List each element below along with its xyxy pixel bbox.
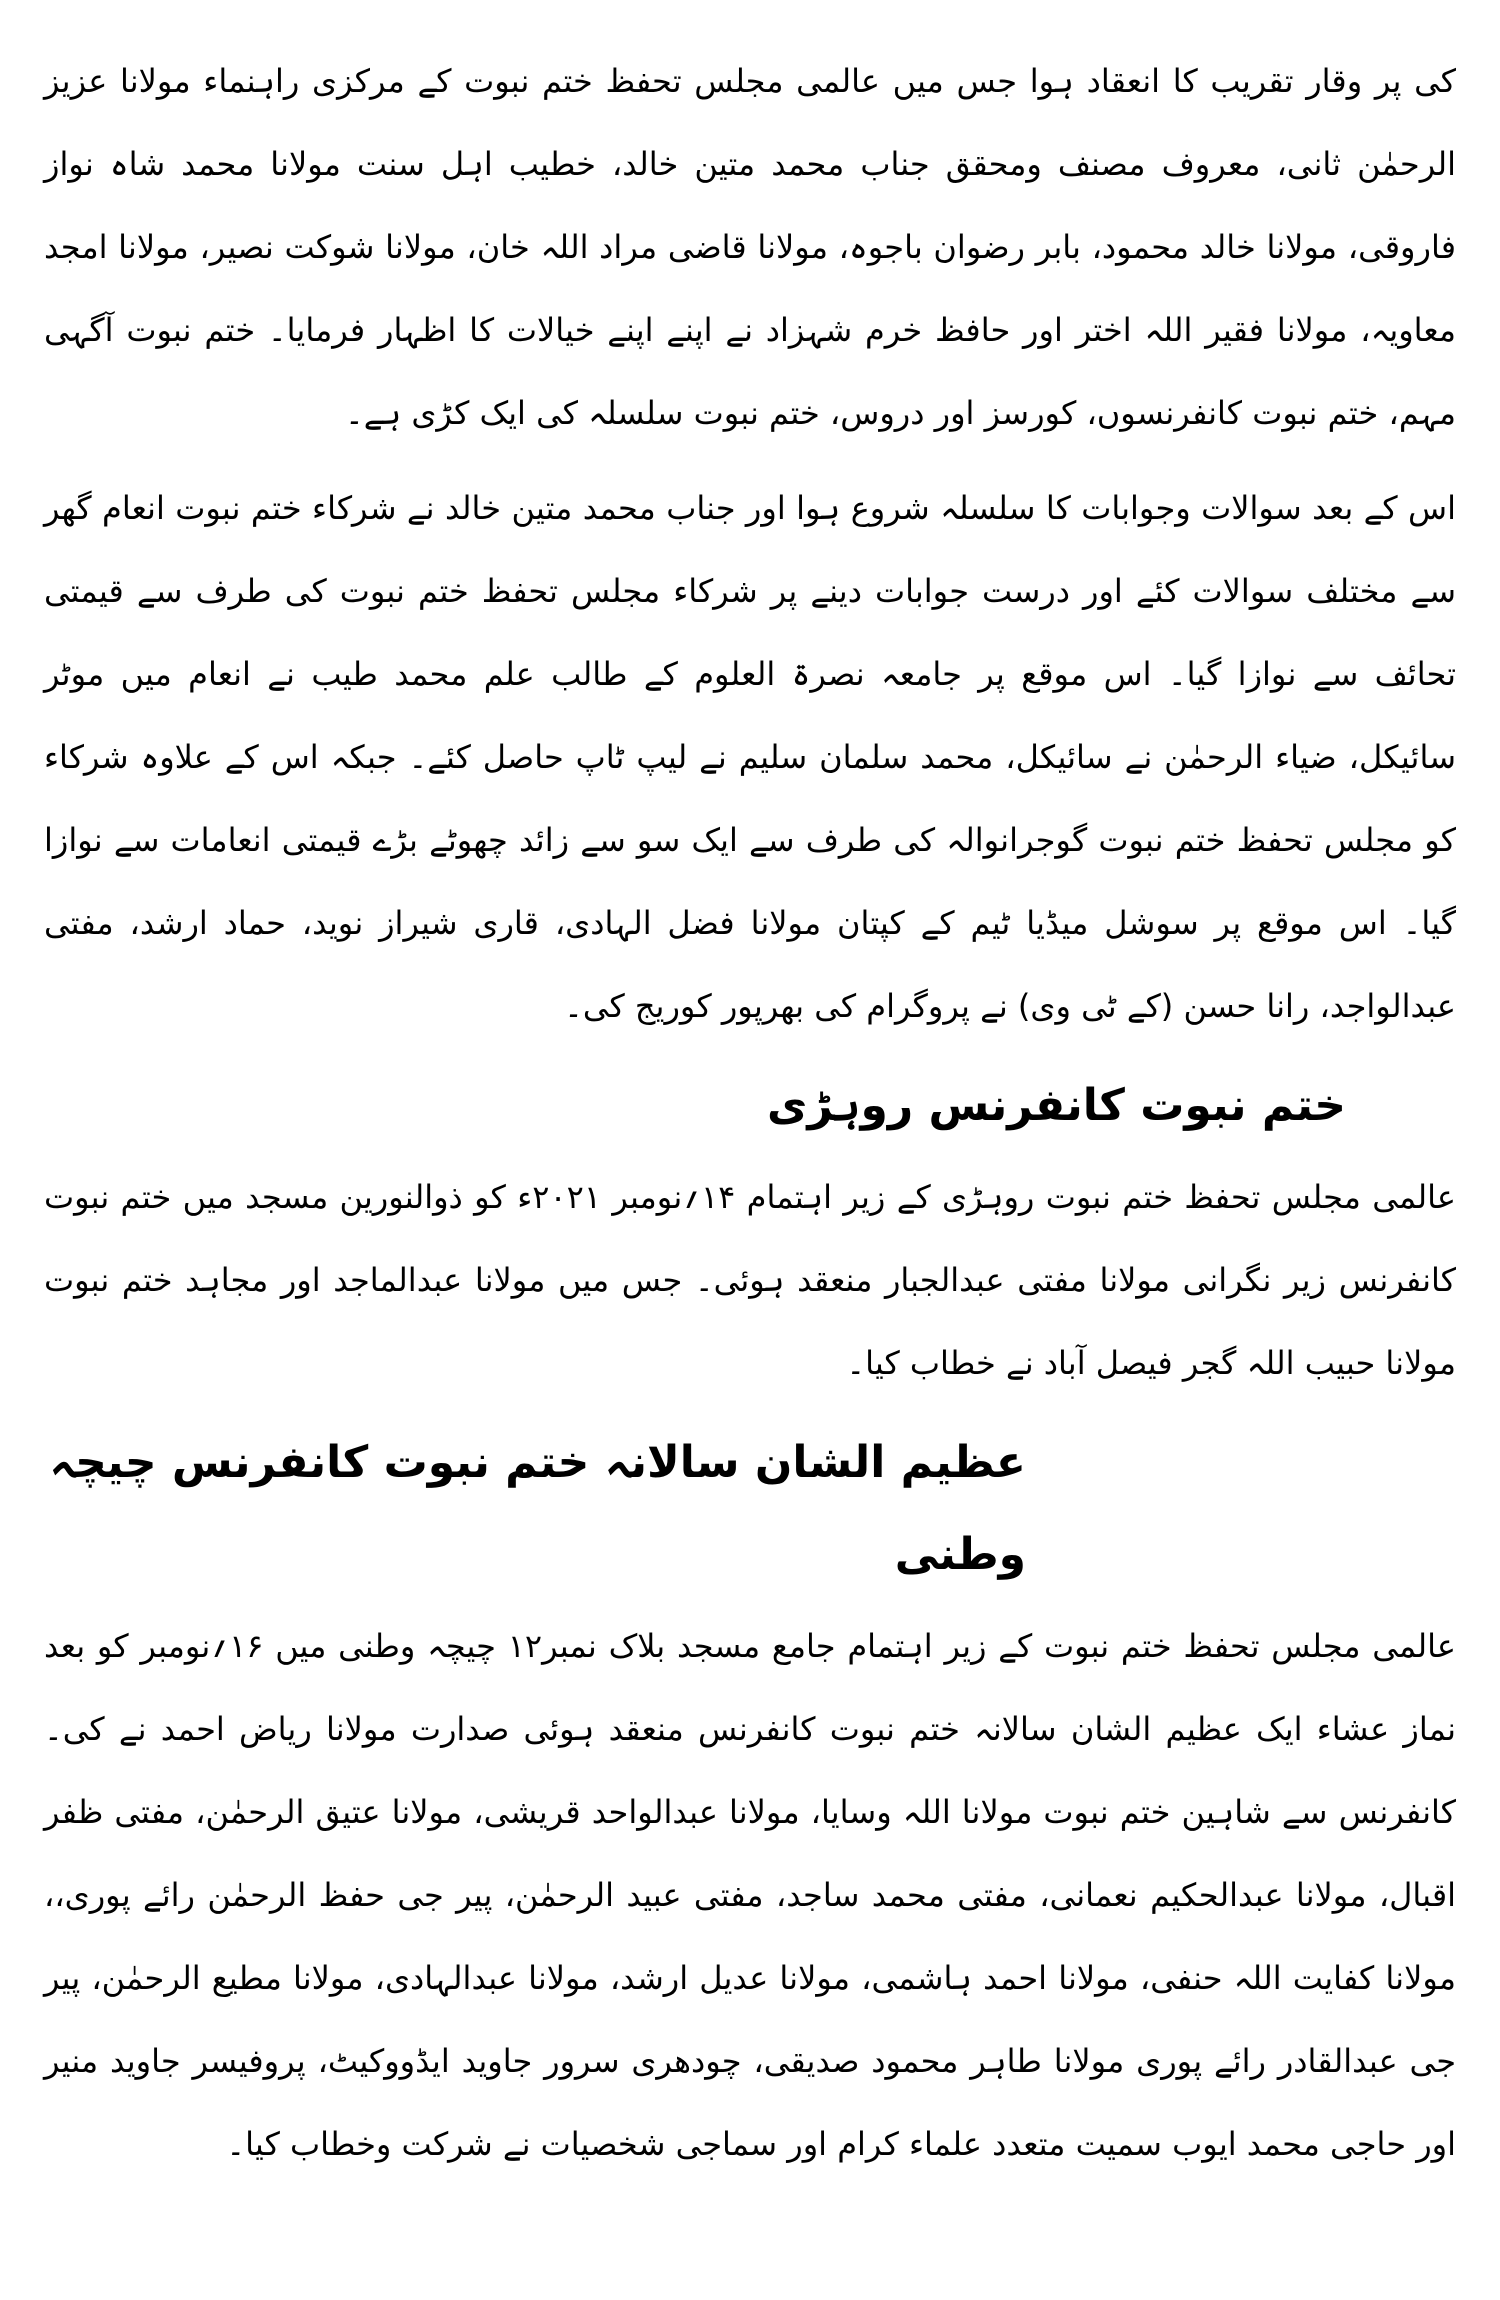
paragraph-chichawatni-conference: عالمی مجلس تحفظ ختم نبوت کے زیر اہتمام جامع مسجد بلاک نمبر۱۲ چیچہ وطنی میں ۱۶؍نومبر کو بعد نماز عشاء ایک عظیم الشان سالانہ ختم نبوت کانفرنس منعقد ہوئی صدارت مولانا ریاض احمد نے کی۔ کانفرنس سے شاہین ختم نبوت مولانا اللہ وسایا، مولانا عبدالواحد قریشی، مولانا عتیق الرحمٰن، مفتی ظفر اقبال، مولانا عبدالحکیم نعمانی، مفتی محمد ساجد، مفتی عبید الرحمٰن، پیر جی حفظ الرحمٰن رائے پوری،، مولانا کفایت اللہ حنفی، مولانا احمد ہاشمی، مولانا عدیل ارشد، مولانا عبدالہادی، مولانا مطیع الرحمٰن، پیر جی عبدالقادر رائے پوری مولانا طاہر محمود صدیقی، چودھری سرور جاوید ایڈووکیٹ، پروفیسر جاوید منیر اور حاجی محمد ایوب سمیت متعدد علماء کرام اور سماجی شخصیات نے شرکت وخطاب کیا۔ bbox=[44, 1627, 1457, 2163]
heading-rohri-conference: ختم نبوت کانفرنس روہڑی bbox=[767, 1080, 1346, 1131]
heading-chichawatni-conference: عظیم الشان سالانہ ختم نبوت کانفرنس چیچہ وطنی bbox=[49, 1437, 1026, 1580]
paragraph-ceremony: کی پر وقار تقریب کا انعقاد ہوا جس میں عالمی مجلس تحفظ ختم نبوت کے مرکزی راہنماء مولانا عزیز الرحمٰن ثانی، معروف مصنف ومحقق جناب محمد متین خالد، خطیب اہل سنت مولانا محمد شاہ نواز فاروقی، مولانا خالد محمود، بابر رضوان باجوہ، مولانا قاضی مراد اللہ خان، مولانا شوکت نصیر، مولانا امجد معاویہ، مولانا فقیر اللہ اختر اور حافظ خرم شہزاد نے اپنے اپنے خیالات کا اظہار فرمایا۔ ختم نبوت آگہی مہم، ختم نبوت کانفرنسوں، کورسز اور دروس، ختم نبوت سلسلہ کی ایک کڑی ہے۔ bbox=[44, 62, 1457, 432]
paragraph-rohri-conference: عالمی مجلس تحفظ ختم نبوت روہڑی کے زیر اہتمام ۱۴؍نومبر ۲۰۲۱ء کو ذوالنورین مسجد میں ختم نبوت کانفرنس زیر نگرانی مولانا مفتی عبدالجبار منعقد ہوئی۔ جس میں مولانا عبدالماجد اور مجاہد ختم نبوت مولانا حبیب اللہ گجر فیصل آباد نے خطاب کیا۔ bbox=[44, 1178, 1457, 1382]
paragraph-quiz-prizes: اس کے بعد سوالات وجوابات کا سلسلہ شروع ہوا اور جناب محمد متین خالد نے شرکاء ختم نبوت انعام گھر سے مختلف سوالات کئے اور درست جوابات دینے پر شرکاء مجلس تحفظ ختم نبوت کی طرف سے قیمتی تحائف سے نوازا گیا۔ اس موقع پر جامعہ نصرۃ العلوم کے طالب علم محمد طیب نے انعام میں موٹر سائیکل، ضیاء الرحمٰن نے سائیکل، محمد سلمان سلیم نے لیپ ٹاپ حاصل کئے۔ جبکہ اس کے علاوہ شرکاء کو مجلس تحفظ ختم نبوت گوجرانوالہ کی طرف سے ایک سو سے زائد چھوٹے بڑے قیمتی انعامات سے نوازا گیا۔ اس موقع پر سوشل میڈیا ٹیم کے کپتان مولانا فضل الہادی، قاری شیراز نوید، حماد ارشد، مفتی عبدالواجد، رانا حسن (کے ٹی وی) نے پروگرام کی بھرپور کوریج کی۔ bbox=[44, 489, 1457, 1025]
